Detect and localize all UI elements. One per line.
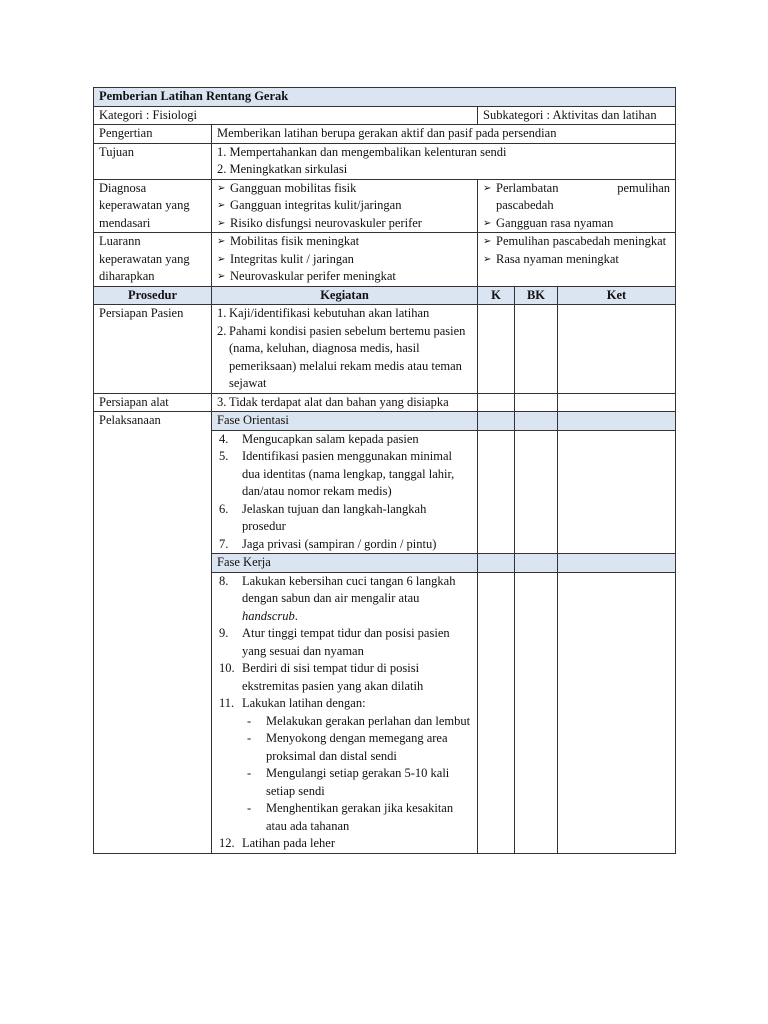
diagnosa-row [94, 179, 676, 233]
arrow-bullet-icon: ➢ [483, 217, 492, 229]
luaran-label: Luarann keperawatan yang diharapkan [94, 233, 212, 287]
list-item: 7. Jaga privasi (sampiran / gordin / pintu) [219, 536, 437, 551]
persiapan-pasien-list [212, 305, 478, 394]
ket-cell[interactable] [558, 572, 676, 853]
header-prosedur: Prosedur [94, 286, 212, 305]
list-item: ➢ Risiko disfungsi neurovaskuler perifer [217, 215, 472, 233]
header-row [94, 286, 676, 305]
arrow-bullet-icon: ➢ [217, 200, 226, 211]
pengertian-row [94, 125, 676, 144]
header-bk: BK [515, 286, 558, 305]
tujuan-row [94, 143, 676, 179]
persiapan-alat-list [212, 393, 478, 412]
tujuan-item: 1. Mempertahankan dan mengembalikan kelenturan sendi [217, 144, 507, 159]
k-cell[interactable] [478, 393, 515, 412]
tujuan-label: Tujuan [94, 143, 212, 179]
pengertian-text: Memberikan latihan berupa gerakan aktif dan pasif pada persendian [212, 125, 676, 144]
diagnosa-right [478, 179, 676, 233]
list-item: ➢ Neurovaskular perifer meningkat [217, 268, 472, 286]
fase-kerja-header: Fase Kerja [212, 554, 478, 573]
table-row [94, 393, 676, 412]
list-item: ➢ Gangguan mobilitas fisik [217, 180, 472, 198]
ket-cell [558, 554, 676, 573]
persiapan-pasien-label: Persiapan Pasien [94, 305, 212, 394]
header-k: K [478, 286, 515, 305]
arrow-bullet-icon: ➢ [217, 182, 226, 194]
kategori-cell: Kategori : Fisiologi [94, 106, 478, 125]
ket-cell [558, 412, 676, 431]
table-row [94, 412, 676, 431]
list-item: 8. Lakukan kebersihan cuci tangan 6 langkah dengan sabun dan air mengalir atau handscrub. [219, 573, 456, 623]
pengertian-label: Pengertian [94, 125, 212, 144]
list-item: ➢ Pemulihan pascabedah meningkat [483, 233, 670, 251]
list-item: ➢ Gangguan integritas kulit/jaringan [217, 197, 472, 215]
ket-cell[interactable] [558, 305, 676, 394]
kategori-row [94, 106, 676, 125]
pelaksanaan-label: Pelaksanaan [94, 412, 212, 854]
list-item: 3. Tidak terdapat alat dan bahan yang disiapka [217, 394, 449, 409]
persiapan-alat-label: Persiapan alat [94, 393, 212, 412]
list-item: 2. Pahami kondisi pasien sebelum bertemu pasien (nama, keluhan, diagnosa medis, hasil pemeriksaan) melalui rekam medis atau teman sejawat [217, 323, 466, 390]
k-cell [478, 412, 515, 431]
list-item: ➢ Rasa nyaman meningkat [483, 251, 670, 269]
kerja-list [212, 572, 478, 853]
k-cell[interactable] [478, 572, 515, 853]
arrow-bullet-icon: ➢ [217, 217, 226, 229]
list-item: 10. Berdiri di sisi tempat tidur di posisi ekstremitas pasien yang akan dilatih [219, 661, 424, 693]
k-cell [478, 554, 515, 573]
fase-orientasi-header: Fase Orientasi [212, 412, 478, 431]
bk-cell[interactable] [515, 305, 558, 394]
diagnosa-label: Diagnosa keperawatan yang mendasari [94, 179, 212, 233]
orientasi-list [212, 430, 478, 554]
bk-cell [515, 412, 558, 431]
list-item: - Mengulangi setiap gerakan 5-10 kali setiap sendi [247, 766, 450, 798]
list-item: ➢ Perlambatan pemulihan pascabedah [483, 180, 670, 212]
luaran-right [478, 233, 676, 287]
arrow-bullet-icon: ➢ [217, 236, 226, 247]
subkategori-cell: Subkategori : Aktivitas dan latihan [478, 106, 676, 125]
list-item: 9. Atur tinggi tempat tidur dan posisi pasien yang sesuai dan nyaman [219, 626, 450, 658]
luaran-left [212, 233, 478, 287]
list-item: 11. Lakukan latihan dengan: [219, 696, 366, 710]
arrow-bullet-icon: ➢ [483, 236, 492, 247]
list-item: 4. Mengucapkan salam kepada pasien [219, 431, 419, 446]
list-item: 1. Kaji/identifikasi kebutuhan akan latihan [217, 306, 430, 320]
tujuan-item: 2. Meningkatkan sirkulasi [217, 162, 348, 176]
bk-cell[interactable] [515, 572, 558, 853]
arrow-bullet-icon: ➢ [483, 182, 492, 194]
list-item: - Menyokong dengan memegang area proksimal dan distal sendi [247, 731, 448, 763]
tujuan-list [212, 143, 676, 179]
diagnosa-left [212, 179, 478, 233]
k-cell[interactable] [478, 430, 515, 554]
list-item: ➢ Mobilitas fisik meningkat [217, 233, 472, 251]
list-item: - Menghentikan gerakan jika kesakitan atau ada tahanan [247, 801, 454, 833]
table-row [94, 305, 676, 394]
ket-cell[interactable] [558, 430, 676, 554]
arrow-bullet-icon: ➢ [483, 253, 492, 265]
arrow-bullet-icon: ➢ [217, 271, 226, 282]
list-item: - Melakukan gerakan perlahan dan lembut [247, 713, 471, 728]
list-item: 5. Identifikasi pasien menggunakan minimal dua identitas (nama lengkap, tanggal lahir, dan/atau nomor rekam medis) [219, 449, 455, 498]
list-item: 6. Jelaskan tujuan dan langkah-langkah prosedur [219, 501, 427, 533]
list-item: 12. Latihan pada leher [219, 836, 336, 850]
luaran-row [94, 233, 676, 287]
list-item: ➢ Gangguan rasa nyaman [483, 215, 670, 233]
bk-cell[interactable] [515, 430, 558, 554]
list-item: ➢ Integritas kulit / jaringan [217, 251, 472, 269]
procedure-table [93, 87, 676, 854]
table-title: Pemberian Latihan Rentang Gerak [94, 88, 676, 107]
arrow-bullet-icon: ➢ [217, 253, 226, 265]
bk-cell [515, 554, 558, 573]
k-cell[interactable] [478, 305, 515, 394]
title-row [94, 88, 676, 107]
bk-cell[interactable] [515, 393, 558, 412]
header-kegiatan: Kegiatan [212, 286, 478, 305]
header-ket: Ket [558, 286, 676, 305]
ket-cell[interactable] [558, 393, 676, 412]
